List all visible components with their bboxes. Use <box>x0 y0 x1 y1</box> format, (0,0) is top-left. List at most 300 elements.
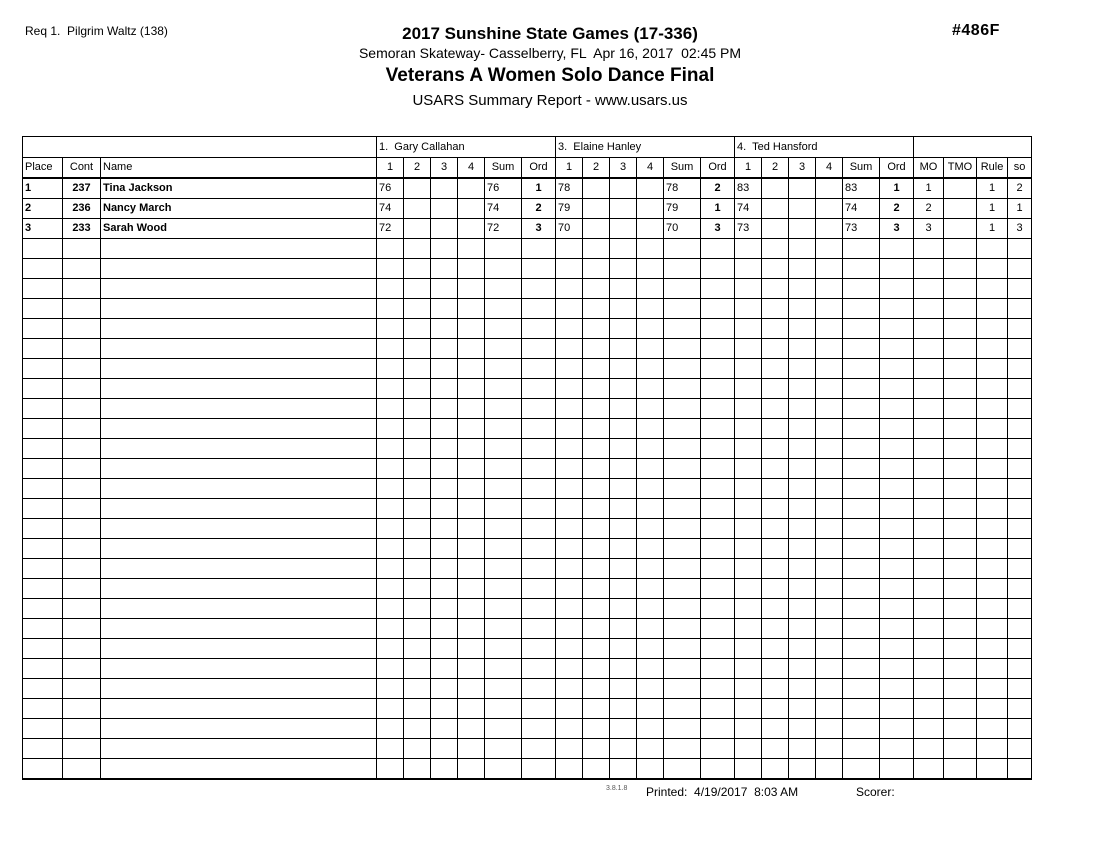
empty-cell <box>431 559 458 579</box>
empty-cell <box>1008 679 1032 699</box>
empty-cell <box>583 579 610 599</box>
empty-cell <box>522 419 556 439</box>
empty-cell <box>404 279 431 299</box>
empty-cell <box>637 379 664 399</box>
name-cell: Sarah Wood <box>101 219 377 239</box>
empty-cell <box>556 399 583 419</box>
empty-cell <box>880 279 914 299</box>
empty-cell <box>789 379 816 399</box>
empty-cell <box>789 759 816 780</box>
empty-cell <box>789 439 816 459</box>
empty-cell <box>485 639 522 659</box>
empty-cell <box>944 359 977 379</box>
empty-cell <box>23 259 63 279</box>
judge3-c1-cell: 73 <box>735 219 762 239</box>
judge3-c2-cell <box>762 219 789 239</box>
empty-cell <box>914 639 944 659</box>
empty-cell <box>944 239 977 259</box>
judge2-c1-cell: 78 <box>556 178 583 199</box>
empty-cell <box>735 699 762 719</box>
empty-cell <box>377 479 404 499</box>
empty-cell <box>701 319 735 339</box>
empty-cell <box>914 519 944 539</box>
empty-cell <box>816 679 843 699</box>
empty-cell <box>556 759 583 780</box>
empty-cell <box>431 379 458 399</box>
event-title: Veterans A Women Solo Dance Final <box>385 65 715 86</box>
empty-row <box>23 479 1032 499</box>
empty-cell <box>637 639 664 659</box>
empty-cell <box>637 439 664 459</box>
empty-cell <box>914 699 944 719</box>
empty-cell <box>23 239 63 259</box>
empty-cell <box>431 479 458 499</box>
empty-cell <box>762 399 789 419</box>
empty-cell <box>762 619 789 639</box>
judge1-col-header-2: 2 <box>404 158 431 179</box>
empty-cell <box>789 739 816 759</box>
empty-cell <box>1008 519 1032 539</box>
empty-cell <box>944 599 977 619</box>
empty-cell <box>610 639 637 659</box>
empty-cell <box>485 719 522 739</box>
empty-cell <box>816 519 843 539</box>
empty-cell <box>701 259 735 279</box>
judge2-c2-cell <box>583 199 610 219</box>
empty-cell <box>485 379 522 399</box>
empty-cell <box>762 379 789 399</box>
empty-cell <box>431 519 458 539</box>
empty-cell <box>485 579 522 599</box>
empty-cell <box>63 499 101 519</box>
empty-cell <box>789 699 816 719</box>
judge1-c2-cell <box>404 219 431 239</box>
empty-cell <box>23 739 63 759</box>
empty-cell <box>880 299 914 319</box>
empty-cell <box>735 359 762 379</box>
empty-cell <box>701 639 735 659</box>
empty-cell <box>701 399 735 419</box>
empty-cell <box>522 339 556 359</box>
empty-cell <box>101 359 377 379</box>
empty-cell <box>377 719 404 739</box>
empty-cell <box>522 439 556 459</box>
empty-cell <box>583 239 610 259</box>
empty-cell <box>583 459 610 479</box>
empty-cell <box>701 759 735 780</box>
empty-cell <box>101 279 377 299</box>
empty-cell <box>583 419 610 439</box>
empty-cell <box>816 279 843 299</box>
empty-cell <box>485 419 522 439</box>
mo-cell: 2 <box>914 199 944 219</box>
empty-cell <box>664 539 701 559</box>
empty-cell <box>637 579 664 599</box>
empty-cell <box>610 279 637 299</box>
col-header-so: so <box>1008 158 1032 179</box>
empty-cell <box>701 619 735 639</box>
empty-cell <box>880 399 914 419</box>
empty-cell <box>880 699 914 719</box>
empty-cell <box>944 739 977 759</box>
empty-cell <box>377 759 404 780</box>
empty-cell <box>101 719 377 739</box>
tmo-cell <box>944 199 977 219</box>
empty-cell <box>944 299 977 319</box>
empty-cell <box>583 639 610 659</box>
empty-cell <box>944 259 977 279</box>
empty-cell <box>944 539 977 559</box>
empty-cell <box>404 459 431 479</box>
empty-cell <box>101 699 377 719</box>
empty-cell <box>977 739 1008 759</box>
judge3-sum-cell: 73 <box>843 219 880 239</box>
empty-cell <box>101 679 377 699</box>
empty-cell <box>816 699 843 719</box>
empty-cell <box>610 739 637 759</box>
empty-cell <box>458 619 485 639</box>
empty-cell <box>404 619 431 639</box>
empty-cell <box>914 279 944 299</box>
empty-cell <box>431 339 458 359</box>
empty-cell <box>880 359 914 379</box>
empty-cell <box>843 659 880 679</box>
judge3-c1-cell: 83 <box>735 178 762 199</box>
empty-cell <box>701 459 735 479</box>
empty-cell <box>944 699 977 719</box>
empty-row <box>23 239 1032 259</box>
empty-cell <box>914 559 944 579</box>
empty-cell <box>485 559 522 579</box>
empty-cell <box>583 479 610 499</box>
empty-cell <box>63 539 101 559</box>
empty-cell <box>485 339 522 359</box>
empty-row <box>23 699 1032 719</box>
empty-cell <box>843 619 880 639</box>
empty-cell <box>637 719 664 739</box>
empty-cell <box>377 619 404 639</box>
empty-cell <box>701 359 735 379</box>
empty-cell <box>880 579 914 599</box>
empty-row <box>23 319 1032 339</box>
empty-cell <box>977 659 1008 679</box>
empty-cell <box>762 519 789 539</box>
empty-cell <box>458 259 485 279</box>
empty-cell <box>843 379 880 399</box>
judge2-sum-cell: 79 <box>664 199 701 219</box>
empty-cell <box>583 339 610 359</box>
empty-cell <box>101 579 377 599</box>
empty-cell <box>701 379 735 399</box>
empty-cell <box>431 419 458 439</box>
empty-cell <box>664 599 701 619</box>
empty-cell <box>880 419 914 439</box>
empty-cell <box>485 619 522 639</box>
empty-cell <box>404 759 431 780</box>
empty-cell <box>735 439 762 459</box>
empty-cell <box>63 259 101 279</box>
empty-cell <box>485 299 522 319</box>
empty-cell <box>522 459 556 479</box>
judge3-c4-cell <box>816 178 843 199</box>
empty-cell <box>63 639 101 659</box>
empty-cell <box>843 599 880 619</box>
empty-cell <box>431 539 458 559</box>
empty-cell <box>404 499 431 519</box>
empty-cell <box>583 259 610 279</box>
empty-cell <box>789 479 816 499</box>
empty-cell <box>944 679 977 699</box>
empty-cell <box>1008 439 1032 459</box>
empty-cell <box>485 279 522 299</box>
tmo-cell <box>944 178 977 199</box>
empty-cell <box>762 299 789 319</box>
judge3-ord-cell: 2 <box>880 199 914 219</box>
empty-row <box>23 359 1032 379</box>
empty-cell <box>1008 759 1032 780</box>
empty-cell <box>914 539 944 559</box>
empty-cell <box>377 699 404 719</box>
empty-cell <box>637 339 664 359</box>
empty-cell <box>977 299 1008 319</box>
empty-cell <box>404 599 431 619</box>
empty-cell <box>762 359 789 379</box>
empty-cell <box>944 339 977 359</box>
empty-cell <box>944 319 977 339</box>
empty-cell <box>23 399 63 419</box>
empty-cell <box>377 239 404 259</box>
empty-cell <box>404 519 431 539</box>
empty-cell <box>485 359 522 379</box>
judge3-c3-cell <box>789 199 816 219</box>
empty-cell <box>637 739 664 759</box>
empty-cell <box>485 499 522 519</box>
empty-cell <box>735 379 762 399</box>
empty-cell <box>101 499 377 519</box>
empty-cell <box>458 299 485 319</box>
empty-cell <box>789 659 816 679</box>
report-type-line: USARS Summary Report - www.usars.us <box>412 92 688 109</box>
empty-cell <box>23 439 63 459</box>
empty-row <box>23 299 1032 319</box>
empty-cell <box>583 699 610 719</box>
empty-cell <box>101 519 377 539</box>
empty-cell <box>63 279 101 299</box>
empty-cell <box>701 479 735 499</box>
judge3-ord-cell: 1 <box>880 178 914 199</box>
empty-cell <box>458 759 485 780</box>
empty-cell <box>816 539 843 559</box>
empty-cell <box>485 319 522 339</box>
empty-cell <box>63 359 101 379</box>
empty-cell <box>522 319 556 339</box>
empty-cell <box>664 459 701 479</box>
empty-cell <box>458 539 485 559</box>
empty-cell <box>458 279 485 299</box>
empty-cell <box>637 499 664 519</box>
empty-cell <box>735 319 762 339</box>
empty-cell <box>63 479 101 499</box>
empty-cell <box>637 419 664 439</box>
empty-cell <box>880 739 914 759</box>
empty-cell <box>880 719 914 739</box>
empty-cell <box>944 279 977 299</box>
empty-cell <box>735 259 762 279</box>
empty-cell <box>637 559 664 579</box>
judge2-c2-cell <box>583 178 610 199</box>
judge3-c1-cell: 74 <box>735 199 762 219</box>
empty-cell <box>556 639 583 659</box>
empty-cell <box>880 479 914 499</box>
empty-cell <box>556 319 583 339</box>
empty-cell <box>63 299 101 319</box>
empty-cell <box>762 319 789 339</box>
judge1-c3-cell <box>431 178 458 199</box>
empty-cell <box>63 439 101 459</box>
empty-cell <box>843 679 880 699</box>
empty-cell <box>701 539 735 559</box>
empty-cell <box>23 599 63 619</box>
empty-cell <box>101 319 377 339</box>
empty-cell <box>23 419 63 439</box>
empty-cell <box>377 559 404 579</box>
empty-row <box>23 519 1032 539</box>
col-header-tmo: TMO <box>944 158 977 179</box>
empty-cell <box>23 539 63 559</box>
judge2-c3-cell <box>610 219 637 239</box>
empty-cell <box>914 419 944 439</box>
empty-cell <box>23 619 63 639</box>
empty-cell <box>485 439 522 459</box>
empty-cell <box>914 719 944 739</box>
empty-cell <box>843 499 880 519</box>
empty-cell <box>610 459 637 479</box>
empty-cell <box>556 519 583 539</box>
empty-cell <box>789 319 816 339</box>
empty-cell <box>485 699 522 719</box>
empty-cell <box>556 299 583 319</box>
empty-cell <box>522 299 556 319</box>
empty-cell <box>101 459 377 479</box>
empty-cell <box>522 559 556 579</box>
empty-cell <box>583 679 610 699</box>
empty-cell <box>431 359 458 379</box>
empty-cell <box>816 299 843 319</box>
empty-cell <box>522 539 556 559</box>
empty-cell <box>458 419 485 439</box>
empty-cell <box>101 639 377 659</box>
empty-cell <box>816 359 843 379</box>
judge-name-cell: 1. Gary Callahan <box>377 137 556 158</box>
empty-cell <box>816 599 843 619</box>
empty-cell <box>914 439 944 459</box>
empty-cell <box>101 239 377 259</box>
empty-cell <box>789 259 816 279</box>
empty-cell <box>977 379 1008 399</box>
empty-cell <box>610 579 637 599</box>
empty-cell <box>610 559 637 579</box>
empty-cell <box>610 599 637 619</box>
empty-row <box>23 559 1032 579</box>
empty-cell <box>101 379 377 399</box>
empty-cell <box>583 439 610 459</box>
judge3-col-header-ord: Ord <box>880 158 914 179</box>
empty-cell <box>377 739 404 759</box>
empty-cell <box>458 479 485 499</box>
empty-cell <box>664 519 701 539</box>
empty-cell <box>404 239 431 259</box>
empty-cell <box>556 599 583 619</box>
empty-cell <box>485 659 522 679</box>
empty-cell <box>843 759 880 780</box>
empty-cell <box>610 499 637 519</box>
empty-cell <box>610 439 637 459</box>
empty-cell <box>556 699 583 719</box>
judge1-ord-cell: 1 <box>522 178 556 199</box>
empty-cell <box>377 639 404 659</box>
empty-cell <box>977 479 1008 499</box>
empty-cell <box>1008 419 1032 439</box>
empty-cell <box>880 459 914 479</box>
empty-cell <box>816 619 843 639</box>
empty-cell <box>762 339 789 359</box>
empty-cell <box>735 739 762 759</box>
empty-cell <box>816 399 843 419</box>
name-cell: Nancy March <box>101 199 377 219</box>
empty-row <box>23 259 1032 279</box>
empty-cell <box>404 719 431 739</box>
empty-cell <box>977 759 1008 780</box>
title-block <box>0 23 1100 113</box>
empty-row <box>23 539 1032 559</box>
empty-cell <box>816 739 843 759</box>
empty-cell <box>914 659 944 679</box>
empty-cell <box>1008 359 1032 379</box>
empty-cell <box>664 659 701 679</box>
judge2-ord-cell: 3 <box>701 219 735 239</box>
judge1-sum-cell: 76 <box>485 178 522 199</box>
empty-cell <box>458 399 485 419</box>
empty-cell <box>701 559 735 579</box>
empty-cell <box>404 739 431 759</box>
judge-name-cell: 4. Ted Hansford <box>735 137 914 158</box>
empty-cell <box>431 619 458 639</box>
empty-cell <box>458 659 485 679</box>
empty-cell <box>485 759 522 780</box>
judge2-col-header-ord: Ord <box>701 158 735 179</box>
empty-cell <box>789 419 816 439</box>
empty-cell <box>610 539 637 559</box>
empty-cell <box>664 619 701 639</box>
empty-row <box>23 619 1032 639</box>
empty-cell <box>583 719 610 739</box>
empty-cell <box>610 419 637 439</box>
empty-cell <box>522 679 556 699</box>
empty-cell <box>23 559 63 579</box>
empty-cell <box>583 619 610 639</box>
spacer-cell <box>23 137 377 158</box>
empty-cell <box>843 359 880 379</box>
empty-cell <box>701 739 735 759</box>
empty-cell <box>431 239 458 259</box>
judge1-c3-cell <box>431 199 458 219</box>
empty-cell <box>977 619 1008 639</box>
empty-cell <box>816 459 843 479</box>
empty-cell <box>377 279 404 299</box>
judge3-col-header-1: 1 <box>735 158 762 179</box>
empty-cell <box>583 519 610 539</box>
empty-cell <box>944 399 977 419</box>
